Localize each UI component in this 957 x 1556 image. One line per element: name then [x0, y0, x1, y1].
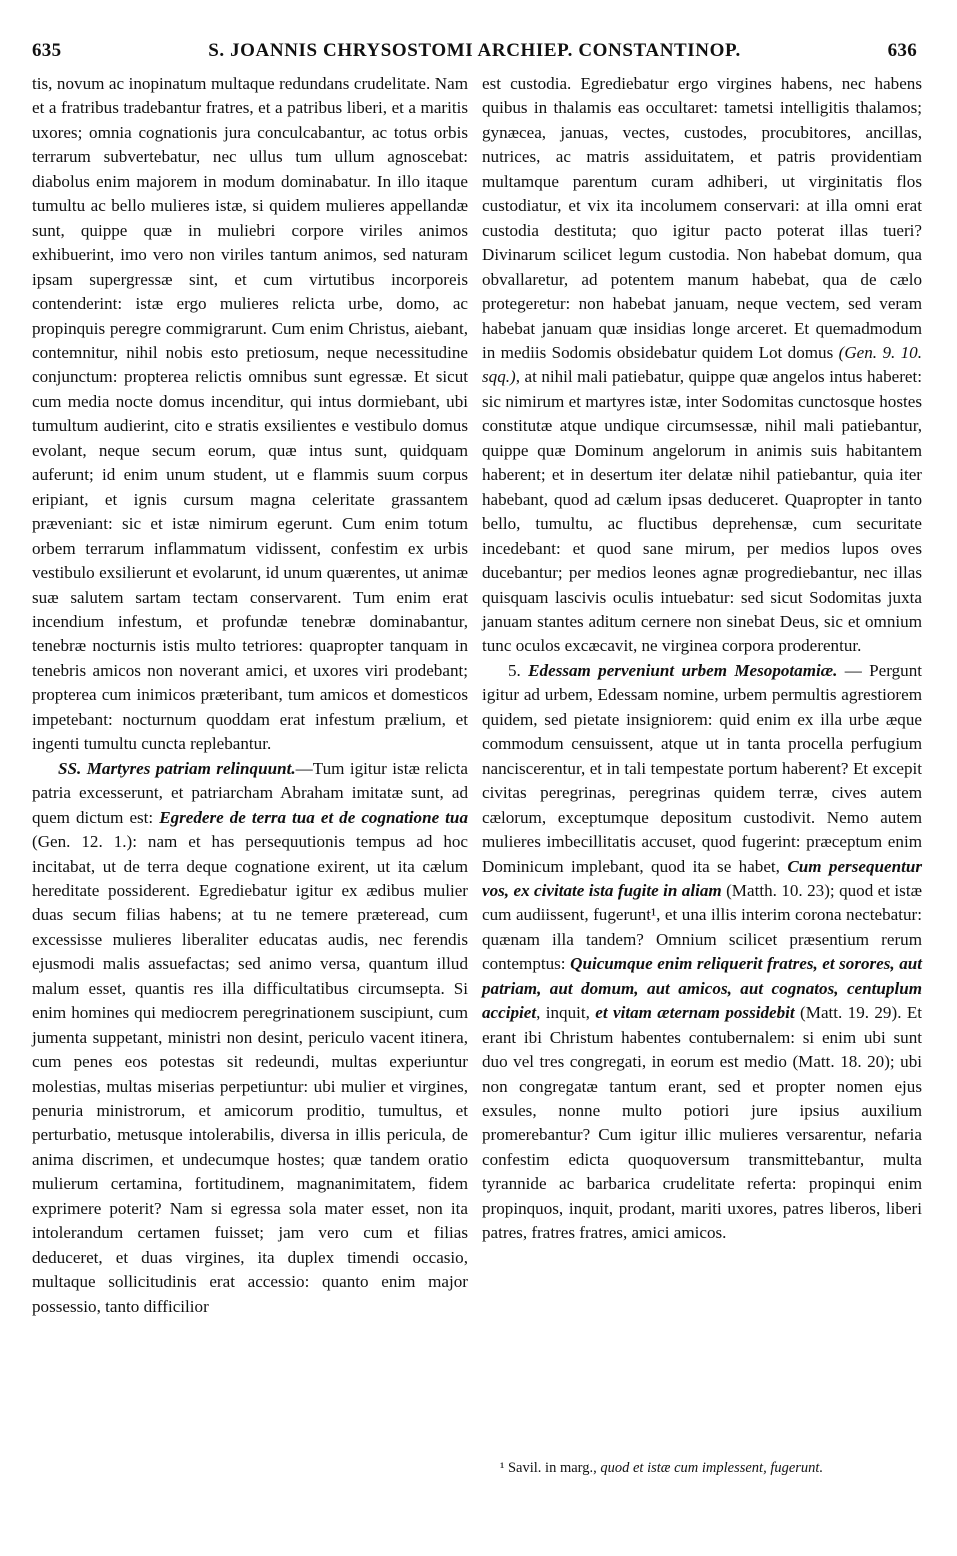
page-number-left: 635 — [32, 40, 62, 61]
right-paragraph-1 — [482, 72, 922, 659]
paragraph-text: ; quod et istæ cum audiissent, fugerunt¹, et una illis interim corona nectebatur: quænam illa tandem? Omnium scilicet præsentium rerum contemptus: — [482, 880, 922, 974]
right-column — [482, 72, 922, 1246]
footnote-source: Savil. in marg., — [507, 1460, 597, 1476]
paragraph-text: est custodia. Egrediebatur ergo virgines habens, nec habens quibus in thalamis eas occultaret: tametsi intelligitis thalamos; gynæcea, januas, vectes, custodes, procubitores, ancillas, nutrices, ac matris assiduitatem, et patris providentiam multamque parentum curam adhiberi, ut virginitatis flos custodiatur, et vix ita incolumem conservari: at illa omni erat custodia destituta; quo igitur pacto poterat illas tueri? Divinarum scilicet legum custodia. Non habebat domum, qua obvallaretur, ad potentem manum habebat, qua de cælo protegeretur: non habebat januam, neque vectem, sed veram habebat januam quæ insidias longe arceret. Et quemadmodum in mediis Sodomis obsidebatur quidem Lot domus — [482, 74, 922, 362]
running-title: S. JOANNIS CHRYSOSTOMI ARCHIEP. CONSTANTINOP. — [208, 40, 741, 61]
section-heading: Martyres patriam relinquunt. — [86, 758, 296, 778]
scripture-reference: (Gen. 12. 1.) — [32, 832, 133, 852]
paragraph-text: . Et erant ibi Christum habentes contubernalem: si enim ubi sunt duo vel tres congregati, in eorum est medio — [482, 1003, 923, 1072]
footnote — [500, 1458, 920, 1478]
scripture-quote: Quicumque enim reliquerit fratres, et sorores, aut patriam, aut domum, aut amicos, aut cognatos, centuplum accipiet — [482, 954, 923, 1023]
left-paragraph-2 — [32, 757, 468, 1319]
scripture-quote: Cum persequentur vos, ex civitate ista fugite in aliam — [482, 856, 923, 900]
heading-dash: — — [844, 660, 862, 680]
scripture-reference: (Gen. 9. 10. sqq.) — [482, 342, 922, 387]
section-heading: Edessam perveniunt urbem Mesopotamiæ. — [528, 660, 838, 680]
scripture-reference: (Matt. 18. 20) — [792, 1052, 890, 1072]
paragraph-text: Pergunt igitur ad urbem, Edessam nomine, urbem permultis agrestiorem quidem, sed pietate insigniorem: quid enim ex illa urbe æque commodum censuissent, atque ut in tanta procella perfugium nanciscerentur, et in tali tempestate portum haberent? Et excepit civitas peregrinas, peregrinas quidem terræ, cives autem cælorum, exceptumque depositum custodivit. Nemo autem mulieres imbecillitatis accuset, quod fugerint: præceptum enim Dominicum implebant, quod ita se habet, — [482, 660, 923, 876]
page-number-right: 636 — [887, 40, 917, 61]
right-paragraph-2 — [482, 659, 922, 1246]
section-number: 5. — [508, 660, 521, 680]
paragraph-text: : nam et has persequutionis tempus ad hoc incitabat, ut de terra deque cognatione exirent, ut ita cælum hereditate possiderent. Egrediebatur igitur ex ædibus mulier duas secum filias habens; at tu ne temere præteread, cum excessisse mulieres liberaliter educatas audis, nec ferendis ejusmodi malis assuefactas; sed animo versa, quantum illud malum esset, quantis res illa difficultatibus circumsepta. Si enim homines qui mediocrem peregrinationem suscipiunt, cum jumenta suppetant, ministri non desint, periculo vacent itinera, cum penes eos potestas sit redeundi, multas experiuntur molestias, multas miserias perpetiuntur: ubi mulier et virgines, penuria ministrorum, et amicorum proditio, tumultus, et perturbatio, metusque intolerabilis, diversa in illis pericula, de anima discrimen, et undecumque hostes; quæ tandem oratio mulierum certamina, fortitudinem, magnanimitatem, fidem exprimere poterit? Nam si egressa sola mater esset, non ita intolerandum certamen fuisset; jam vero cum et filias deduceret, et duas virgines, ita duplex timendi occasio, multaque sollicitudinis erat accessio: quanto enim major possessio, tanto difficilior — [32, 832, 469, 1316]
heading-dash: — — [295, 758, 313, 778]
left-column — [32, 72, 468, 1319]
footnote-mark: ¹ — [500, 1460, 505, 1476]
paragraph-text: Tum igitur istæ relicta patria excesserunt, et patriarcham Abraham imitatæ sunt, ad quem dictum est: — [32, 758, 468, 827]
running-header — [32, 40, 917, 70]
footnote-variant: quod et istæ cum implessent, fugerunt. — [600, 1460, 824, 1476]
scripture-reference: (Matt. 19. 29) — [800, 1003, 898, 1023]
paragraph-text: ; ubi non congregatæ tantum erant, sed et propter nomen ejus exsules, nonne multo potiori jure ipsius auxilium promerebantur? Cum igitur illic mulieres versarentur, nefaria confestim edicta quoquoversum transmittebantur, multa tyrannide ac barbarica crudelitate referta: propinqui enim propinquos, inquit, prodant, mariti uxores, patres liberos, liberi patres, fratres fratres, amici amicos. — [482, 1052, 922, 1243]
paragraph-text: , inquit, — [536, 1003, 590, 1023]
scripture-quote: Egredere de terra tua et de cognatione tua — [159, 807, 468, 827]
scripture-quote: et vitam æternam possidebit — [595, 1003, 795, 1023]
scripture-reference: (Matth. 10. 23) — [726, 880, 830, 900]
paragraph-text: , at nihil mali patiebatur, quippe quæ angelos intus haberet: sic nimirum et martyres istæ, inter Sodomitas cunctosque hostes constitutæ atque undique circumsessæ, nihil mali patiebantur, quippe quæ Dominum angelorum in animis suis habitantem haberent; et in desertum iter delatæ nihil patiebantur, quia iter habebant, quod ad cælum ipsas deduceret. Quapropter in tanto bello, tumultu, ac fluctibus deprehensæ, cum securitate incedebant: et quod sane mirum, per medios lupos oves ducebantur; per medios leones agnæ progrediebantur, nec illas quisquam lascivis oculis intuebatur: sed sicut Sodomitas juxta januam stantes aditum cernere non sinebat Deus, sic et omnium tunc oculos excæcavit, ne virginea corpora proderentur. — [482, 367, 922, 656]
section-number: SS. — [58, 758, 82, 778]
left-paragraph-1: tis, novum ac inopinatum multaque redundans crudelitate. Nam et a fratribus tradebantur fratres, et a patribus liberi, et a maritis uxores; omnia cognationis jura conculcabantur, ac totus orbis terrarum subvertebatur, nec ullus tum ullum agnoscebat: diabolus enim majorem in modum dominabatur. In illo itaque tumultu ac bello mulieres istæ, si quidem mulieres appellandæ sunt, quippe quæ in muliebri corpore viriles animos exhibuerint, imo vero non viriles tantum animos, sed naturam ipsam supergressæ sint, et cum virtutibus incorporeis contenderint: istæ ergo mulieres relicta urbe, domo, ac propinquis peregre commigrarunt. Cum enim Christus, aiebant, contemnitur, nihil nobis esto pretiosum, neque necessitudine conjunctum: propterea relictis omnibus sunt egressæ. Et sicut cum media nocte domus incenditur, qui intus dormiebant, ubi tumultum audierint, cito e stratis exsilientes e vestibulo domus evolant, neque secum eorum, quæ intus sunt, quidquam auferunt; id enim unum student, ut e flammis suum corpus eripiant, et ignis cursum magna celeritate grassantem præveniant: sic et istæ nimirum egerunt. Cum enim totum orbem terrarum inflammatum vidissent, confestim ex urbis vestibulo exsilierunt et evolarunt, id unum quærentes, ut animæ suæ salutem sartam tectam conservarent. Tum enim erat incendium infestum, et profundæ tenebræ dominabantur, tenebræ nocturnis istis multo tetriores: quapropter tanquam in tenebris amicos non noverant amici, et uxores viri prodebant; propterea cum inimicos præteribant, tum amicos et domesticos impetebant: nocturnum quoddam erat infestum prælium, et ingenti tumultu cuncta replebantur. — [32, 74, 468, 754]
